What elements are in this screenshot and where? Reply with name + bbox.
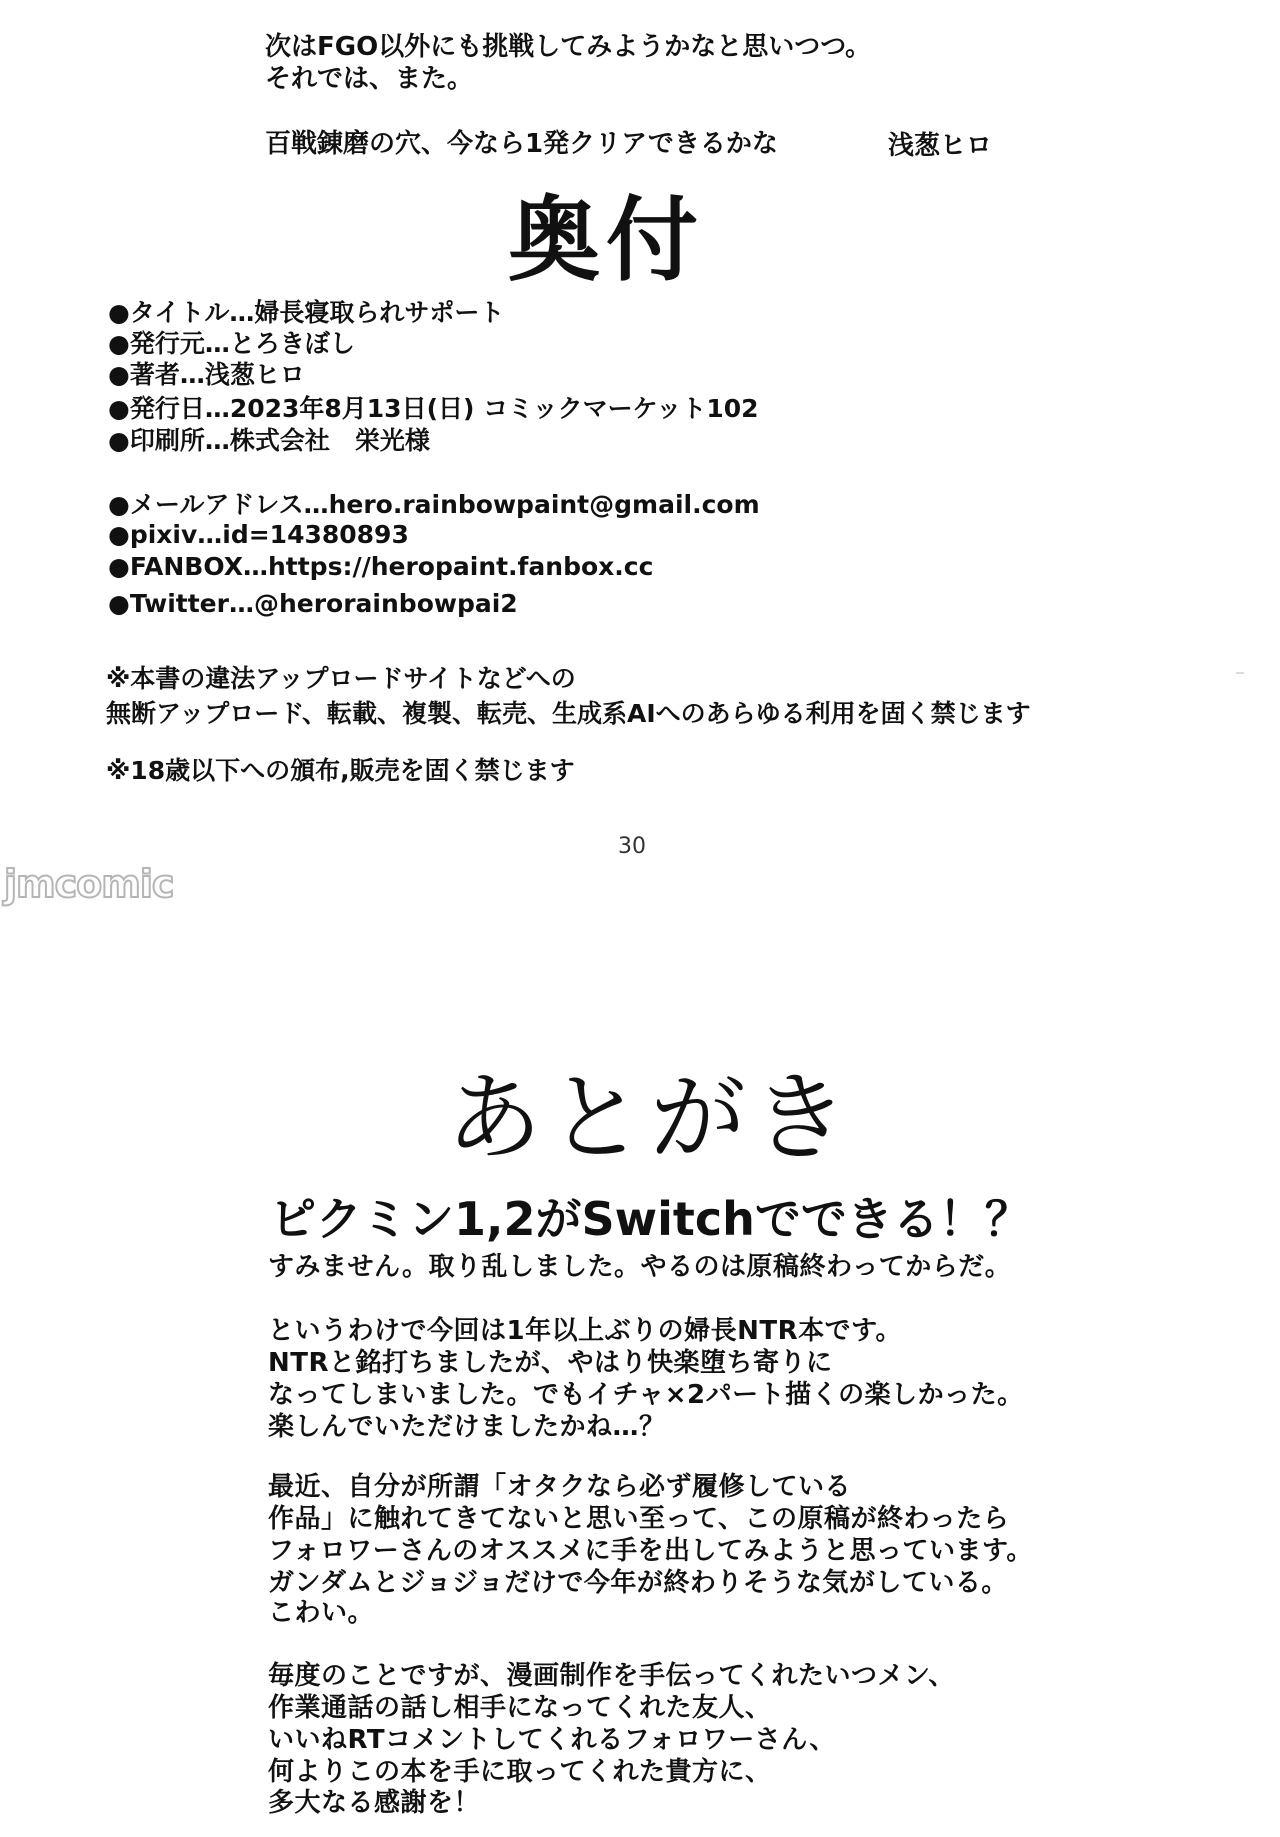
colophon-printer-line: ●印刷所…株式会社 栄光様 [108, 426, 430, 455]
colophon-title-line: ●タイトル…婦長寝取られサポート [108, 298, 505, 327]
paragraph-2-line-3: なってしまいました。でもイチャ×2パート描くの楽しかった。 [268, 1380, 1024, 1410]
paragraph-4-line-4: 何よりこの本を手に取ってくれた貴方に、 [268, 1757, 772, 1787]
okuzuke-title: 奥付 [508, 187, 705, 294]
notice-line-1: ※本書の違法アップロードサイトなどへの [106, 664, 576, 693]
paragraph-1-line-1: すみません。取り乱しました。やるのは原稿終わってからだ。 [268, 1252, 1012, 1282]
paragraph-4-line-2: 作業通話の話し相手になってくれた友人、 [268, 1693, 772, 1723]
age-notice: ※18歳以下への頒布,販売を固く禁じます [106, 756, 575, 785]
paragraph-3-line-5: こわい。 [268, 1598, 375, 1628]
notice-line-2: 無断アップロード、転載、複製、転売、生成系AIへのあらゆる利用を固く禁じます [106, 699, 1031, 728]
contact-email: ●メールアドレス…hero.rainbowpaint@gmail.com [108, 490, 760, 519]
scan-mark [1236, 672, 1244, 674]
paragraph-3-line-4: ガンダムとジョジョだけで今年が終わりそうな気がしている。 [268, 1568, 1008, 1598]
paragraph-3-line-1: 最近、自分が所謂「オタクなら必ず履修している [268, 1472, 852, 1502]
paragraph-4-line-3: いいねRTコメントしてくれるフォロワーさん、 [268, 1725, 836, 1755]
paragraph-2-line-2: NTRと銘打ちましたが、やはり快楽堕ち寄りに [268, 1348, 833, 1378]
intro-line-2: それでは、また。 [265, 64, 474, 94]
closing-line: 百戦錬磨の穴、今なら1発クリアできるかな [265, 129, 778, 159]
paragraph-3-line-2: 作品」に触れてきてないと思い至って、この原稿が終わったら [268, 1504, 1010, 1534]
watermark-logo: jmcomic [4, 862, 174, 906]
colophon-page [0, 0, 1280, 880]
colophon-date-line: ●発行日…2023年8月13日(日) コミックマーケット102 [108, 394, 759, 423]
intro-line-1: 次はFGO以外にも挑戦してみようかなと思いつつ。 [265, 32, 872, 62]
afterword-page [0, 880, 1280, 1837]
author-signature: 浅葱ヒロ [888, 131, 993, 161]
paragraph-3-line-3: フォロワーさんのオススメに手を出してみようと思っています。 [268, 1536, 1033, 1566]
afterword-title: あとがき [446, 1062, 854, 1174]
paragraph-2-line-4: 楽しんでいただけましたかね…？ [268, 1412, 666, 1442]
afterword-headline: ピクミン1,2がSwitchでできる！？ [270, 1192, 1031, 1246]
contact-twitter: ●Twitter…@herorainbowpai2 [108, 589, 518, 618]
colophon-author-line: ●著者…浅葱ヒロ [108, 360, 305, 389]
contact-fanbox: ●FANBOX…https://heropaint.fanbox.cc [108, 552, 654, 581]
paragraph-2-line-1: というわけで今回は1年以上ぶりの婦長NTR本です。 [268, 1316, 903, 1346]
page-number: 30 [618, 834, 646, 859]
colophon-publisher-line: ●発行元…とろきぼし [108, 329, 355, 358]
contact-pixiv: ●pixiv…id=14380893 [108, 520, 409, 549]
paragraph-4-line-1: 毎度のことですが、漫画制作を手伝ってくれたいつメン、 [268, 1661, 955, 1691]
paragraph-4-line-5: 多大なる感謝を！ [268, 1788, 481, 1818]
